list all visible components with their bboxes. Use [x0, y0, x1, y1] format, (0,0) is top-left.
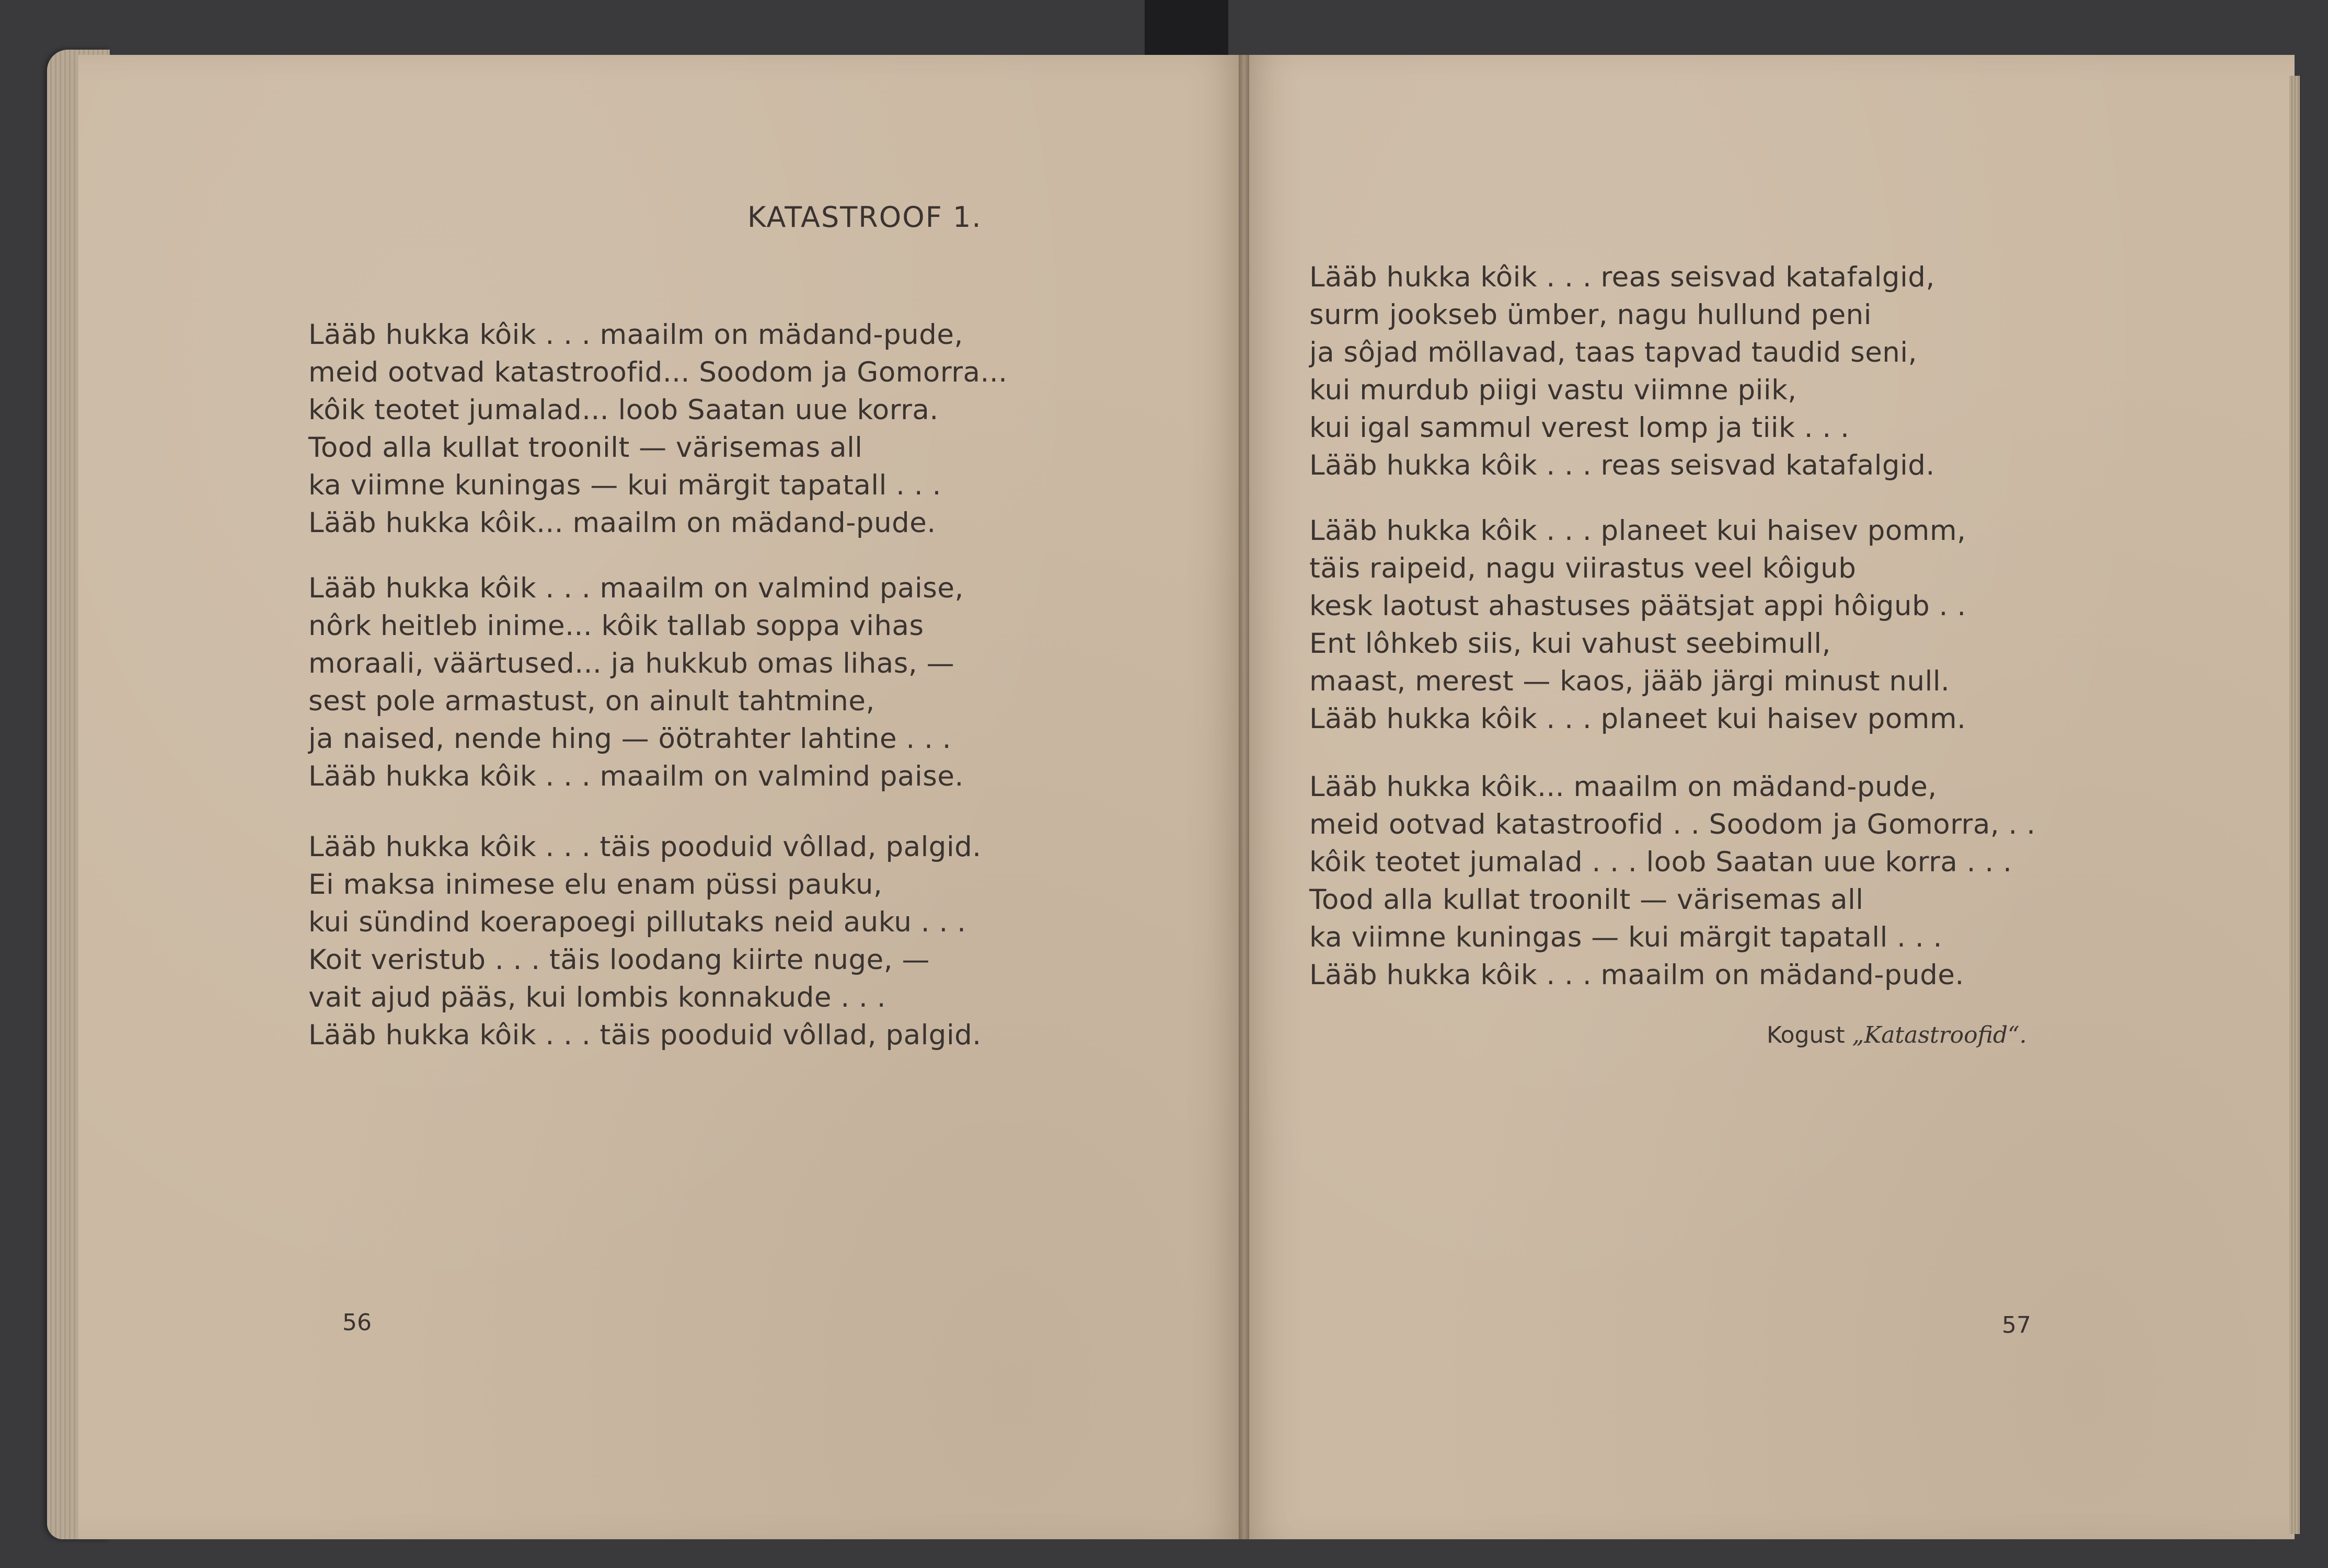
left-stanza-1: [308, 316, 1008, 542]
verse-line: sest pole armastust, on ainult tahtmine,: [308, 685, 875, 717]
source-title: „Katastroofid“.: [1852, 1022, 2027, 1048]
verse-line: kui murdub piigi vastu viimne piik,: [1309, 374, 1797, 406]
right-stanza-3: [1309, 768, 2036, 994]
verse-line: täis raipeid, nagu viirastus veel kôigub: [1309, 552, 1857, 584]
verse-line: kui sündind koerapoegi pillutaks neid auku . . .: [308, 906, 966, 938]
right-stanza-2: [1309, 512, 1966, 738]
verse-line: vait ajud pääs, kui lombis konnakude . . .: [308, 982, 886, 1013]
verse-line: Tood alla kullat troonilt — värisemas all: [1309, 884, 1864, 916]
verse-line: meid ootvad katastroofid . . Soodom ja Gomorra, . .: [1309, 809, 2036, 840]
verse-line: Ent lôhkeb siis, kui vahust seebimull,: [1309, 628, 1831, 660]
verse-line: Lääb hukka kôik . . . maailm on valmind paise,: [308, 572, 964, 604]
verse-line: Lääb hukka kôik . . . maailm on mädand-pude,: [308, 319, 963, 351]
verse-line: surm jookseb ümber, nagu hullund peni: [1309, 299, 1872, 331]
verse-line: Lääb hukka kôik... maailm on mädand-pude.: [308, 507, 936, 539]
left-stanza-3: [308, 828, 982, 1054]
right-stanza-1: [1309, 259, 1935, 485]
verse-line: moraali, väärtused... ja hukkub omas lihas, —: [308, 648, 955, 679]
left-stanza-2: [308, 570, 964, 795]
verse-line: Lääb hukka kôik . . . maailm on mädand-pude.: [1309, 959, 1964, 991]
poem-title: KATASTROOF 1.: [747, 201, 982, 234]
verse-line: Lääb hukka kôik . . . täis pooduid vôllad, palgid.: [308, 831, 982, 863]
left-page: [78, 55, 1244, 1539]
verse-line: Lääb hukka kôik . . . maailm on valmind paise.: [308, 760, 964, 792]
verse-line: Tood alla kullat troonilt — värisemas all: [308, 432, 863, 464]
verse-line: maast, merest — kaos, jääb järgi minust null.: [1309, 665, 1950, 697]
verse-line: Koit veristub . . . täis loodang kiirte nuge, —: [308, 944, 930, 976]
verse-line: nôrk heitleb inime... kôik tallab soppa vihas: [308, 610, 924, 642]
verse-line: Ei maksa inimese elu enam püssi pauku,: [308, 869, 883, 901]
verse-line: kesk laotust ahastuses päätsjat appi hôigub . .: [1309, 590, 1966, 622]
verse-line: Lääb hukka kôik . . . reas seisvad katafalgid,: [1309, 261, 1935, 293]
verse-line: kui igal sammul verest lomp ja tiik . . .: [1309, 412, 1850, 444]
verse-line: Lääb hukka kôik . . . planeet kui haisev pomm.: [1309, 703, 1966, 735]
verse-line: ja naised, nende hing — öötrahter lahtine . . .: [308, 723, 952, 755]
page-number-left: 56: [342, 1309, 372, 1336]
verse-line: kôik teotet jumalad . . . loob Saatan uue korra . . .: [1309, 846, 2012, 878]
verse-line: meid ootvad katastroofid... Soodom ja Gomorra...: [308, 356, 1008, 388]
verse-line: kôik teotet jumalad... loob Saatan uue korra.: [308, 394, 939, 426]
verse-line: Lääb hukka kôik . . . reas seisvad katafalgid.: [1309, 449, 1935, 481]
book-gutter: [1239, 55, 1249, 1539]
source-prefix: Kogust: [1767, 1022, 1852, 1048]
page-edges-right: [2289, 76, 2300, 1534]
verse-line: Lääb hukka kôik . . . planeet kui haisev pomm,: [1309, 515, 1966, 547]
verse-line: ka viimne kuningas — kui märgit tapatall . . .: [1309, 921, 1942, 953]
verse-line: Lääb hukka kôik... maailm on mädand-pude,: [1309, 771, 1937, 803]
source-attribution: [1767, 1022, 2027, 1048]
page-number-right: 57: [2002, 1312, 2031, 1339]
verse-line: ka viimne kuningas — kui märgit tapatall . . .: [308, 469, 941, 501]
verse-line: Lääb hukka kôik . . . täis pooduid vôllad, palgid.: [308, 1019, 982, 1051]
verse-line: ja sôjad möllavad, taas tapvad taudid seni,: [1309, 337, 1917, 368]
